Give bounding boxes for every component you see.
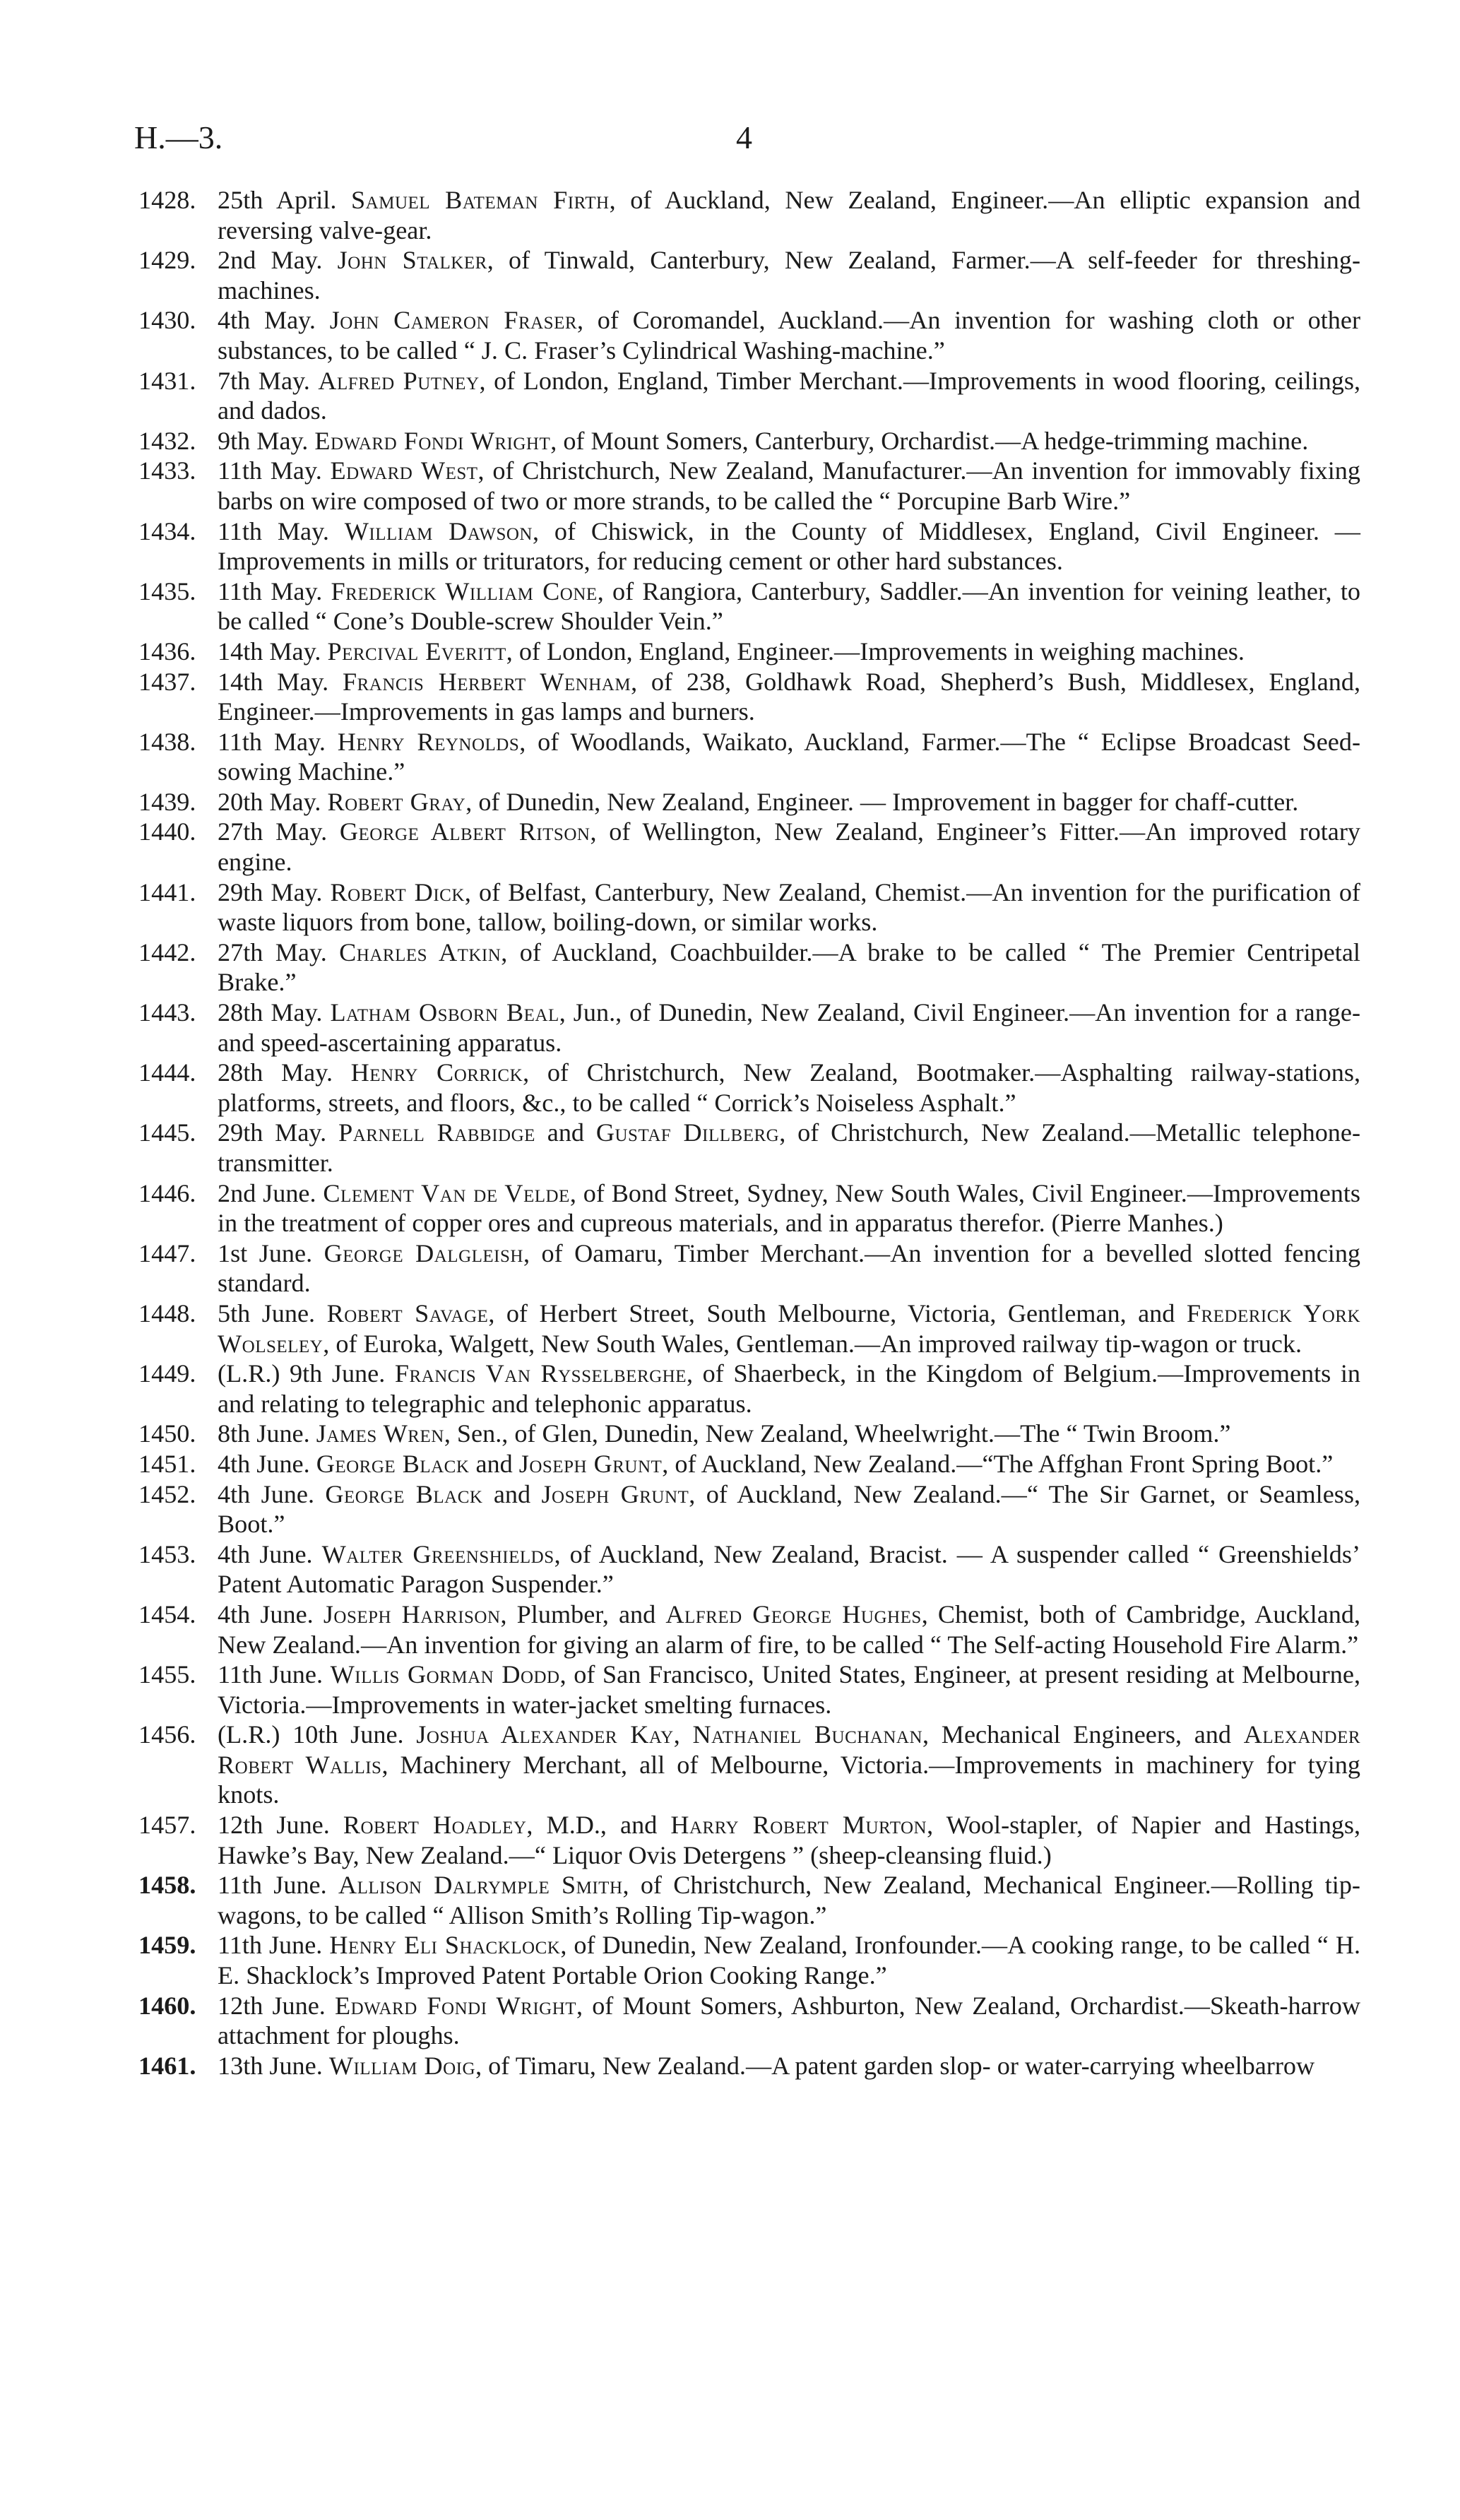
patent-entry (138, 1238, 1360, 1299)
entry-description: , of Christchurch, New Zealand, Bootmaker.—Asphalting railway-stations, platforms, streets, and floors, &c., to be called “ Corrick’s Noiseless Asphalt.” (218, 1058, 1360, 1117)
applicant-name: George Dalgleish (324, 1238, 523, 1267)
entry-description: , of Euroka, Walgett, New South Wales, Gentleman.—An improved railway tip-wagon or truck. (323, 1329, 1302, 1358)
entry-number: 1459. (138, 1931, 196, 1960)
name-joiner: and (482, 1479, 542, 1508)
entry-number: 1455. (138, 1660, 196, 1689)
entry-number: 1439. (138, 787, 196, 816)
entry-number: 1460. (138, 1991, 196, 2020)
patent-entry (138, 637, 1360, 667)
entry-number: 1434. (138, 516, 196, 545)
applicant-name: Robert Hoadley (343, 1811, 527, 1840)
applicant-name: Edward Fondi Wright (335, 1991, 577, 2020)
entry-description: , of Auckland, New Zealand, Engineer.—An elliptic expansion and reversing valve-gear. (218, 186, 1360, 244)
applicant-name: Joseph Grunt (518, 1449, 663, 1478)
entry-description: , of Chiswick, in the County of Middlesex, England, Civil Engineer. — Improvements in mills or triturators, for reducing cement or other hard substances. (218, 516, 1360, 576)
entry-description: , of Bond Street, Sydney, New South Wales, Civil Engineer.—Improvements in the treatment of copper ores and cupreous materials, and in apparatus therefor. (Pierre Manhes.) (218, 1178, 1360, 1238)
patent-entry (138, 1449, 1360, 1479)
page-number: 4 (736, 119, 752, 155)
patent-entry (138, 998, 1360, 1058)
entry-number: 1430. (138, 306, 196, 335)
patent-entry (138, 1058, 1360, 1118)
entry-description: , of London, England, Timber Merchant.—Improvements in wood flooring, ceilings, and dados. (218, 366, 1360, 425)
entry-number: 1456. (138, 1720, 196, 1749)
entry-description: , M.D., and (526, 1811, 671, 1840)
applicant-name: Joseph Harrison (323, 1599, 501, 1628)
entry-date: 5th June. (218, 1299, 316, 1327)
entry-description: , of Belfast, Canterbury, New Zealand, Chemist.—An invention for the purification of waste liquors from bone, tallow, boiling-down, or similar works. (218, 877, 1360, 937)
patent-entry (138, 576, 1360, 637)
entry-date: 11th May. (218, 456, 322, 485)
entry-description: , Wool-stapler, of Napier and Hastings, Hawke’s Bay, New Zealand.—“ Liquor Ovis Detergens ” (sheep-cleansing fluid.) (218, 1811, 1361, 1869)
applicant-name: Gustaf Dillberg (595, 1118, 780, 1147)
entry-description: , of Auckland, Coachbuilder.—A brake to be called “ The Premier Centripetal Brake.” (218, 937, 1360, 997)
entry-description: , of London, England, Engineer.—Improvements in weighing machines. (506, 637, 1245, 666)
patent-entry (138, 1118, 1360, 1178)
entry-number: 1453. (138, 1539, 196, 1568)
entry-date: 7th May. (218, 366, 310, 395)
patent-entry (138, 667, 1360, 727)
patent-entry (138, 1359, 1360, 1419)
patent-entry (138, 366, 1360, 426)
entry-date: (L.R.) 10th June. (218, 1720, 404, 1749)
entry-number: 1449. (138, 1359, 196, 1388)
entry-description: , of Tinwald, Canterbury, New Zealand, Farmer.—A self-feeder for threshing-machines. (218, 246, 1361, 304)
entry-number: 1444. (138, 1058, 196, 1087)
applicant-name: John Stalker (337, 246, 487, 275)
entry-date: 20th May. (218, 787, 321, 816)
applicant-name: Harry Robert Murton (670, 1811, 927, 1840)
applicant-name: Parnell Rabbidge (338, 1118, 535, 1147)
patent-entry (138, 185, 1360, 245)
entry-date: 4th May. (218, 306, 316, 335)
patent-entries-list (138, 185, 1360, 2081)
entry-number: 1454. (138, 1599, 196, 1628)
applicant-name: Alfred George Hughes (665, 1599, 922, 1628)
entry-description: , of San Francisco, United States, Engineer, at present residing at Melbourne, Victoria.—Improvements in water-jacket smelting furnaces. (218, 1660, 1361, 1719)
applicant-name: Samuel Bateman Firth (351, 186, 610, 214)
patent-entry (138, 1930, 1360, 1990)
entry-description: , of Rangiora, Canterbury, Saddler.—An invention for veining leather, to be called “ Cone’s Double-screw Shoulder Vein.” (218, 576, 1360, 636)
applicant-name: Frederick York Wolseley (218, 1299, 1361, 1358)
entry-date: 9th May. (218, 426, 309, 455)
entry-number: 1451. (138, 1449, 196, 1478)
entry-description: , of Herbert Street, South Melbourne, Victoria, Gentleman, and (488, 1299, 1187, 1327)
entry-date: 11th May. (218, 516, 329, 545)
applicant-name: Henry Eli Shacklock (329, 1931, 561, 1960)
applicant-name: William Dawson (344, 516, 533, 545)
page-header (134, 119, 1356, 161)
entry-date: 12th June. (218, 1991, 326, 2020)
entry-description: , of Auckland, New Zealand.—“ The Sir Garnet, or Seamless, Boot.” (218, 1479, 1361, 1539)
entry-date: 29th May. (218, 1118, 327, 1147)
patent-entry (138, 305, 1360, 365)
patent-entry (138, 787, 1360, 817)
entry-description: , of 238, Goldhawk Road, Shepherd’s Bush, Middlesex, England, Engineer.—Improvements in gas lamps and burners. (218, 667, 1361, 726)
entry-date: 29th May. (218, 877, 323, 906)
name-joiner: , (673, 1720, 693, 1749)
entry-description: , of Wellington, New Zealand, Engineer’s Fitter.—An improved rotary engine. (218, 817, 1360, 877)
entry-number: 1441. (138, 877, 196, 906)
applicant-name: William Doig (328, 2051, 476, 2080)
patent-entry (138, 1810, 1360, 1870)
applicant-name: Joshua Alexander Kay (416, 1720, 674, 1749)
entry-number: 1443. (138, 998, 196, 1027)
entry-number: 1442. (138, 937, 196, 966)
patent-entry (138, 245, 1360, 305)
entry-number: 1437. (138, 667, 196, 696)
entry-date: 11th June. (218, 1871, 327, 1900)
entry-number: 1433. (138, 456, 196, 485)
entry-description: , of Woodlands, Waikato, Auckland, Farmer.—The “ Eclipse Broadcast Seed-sowing Machine.” (218, 727, 1361, 786)
entry-description: , of Shaerbeck, in the Kingdom of Belgium.—Improvements in and relating to telegraphic and telephonic apparatus. (218, 1359, 1361, 1418)
applicant-name: Latham Osborn Beal (330, 998, 559, 1027)
applicant-name: Robert Savage (326, 1299, 489, 1327)
entry-number: 1461. (138, 2051, 196, 2080)
entry-description: , of Mount Somers, Ashburton, New Zealand, Orchardist.—Skeath-harrow attachment for ploughs. (218, 1991, 1361, 2050)
entry-description: , Sen., of Glen, Dunedin, New Zealand, Wheelwright.—The “ Twin Broom.” (444, 1419, 1231, 1448)
patent-entry (138, 2051, 1360, 2081)
applicant-name: Allison Dalrymple Smith (338, 1871, 623, 1900)
applicant-name: Henry Reynolds (337, 727, 520, 756)
applicant-name: John Cameron Fraser (329, 306, 578, 335)
entry-description: , of Christchurch, New Zealand.—Metallic telephone-transmitter. (218, 1118, 1361, 1177)
patent-entry (138, 1479, 1360, 1539)
applicant-name: Clement Van de Velde (323, 1178, 570, 1207)
applicant-name: Nathaniel Buchanan (692, 1720, 923, 1749)
applicant-name: Robert Gray (327, 787, 466, 816)
entry-number: 1452. (138, 1479, 196, 1508)
patent-entry (138, 877, 1360, 937)
patent-entry (138, 1419, 1360, 1449)
patent-entry (138, 1720, 1360, 1810)
patent-entry (138, 456, 1360, 516)
patent-entry (138, 1178, 1360, 1238)
entry-description: , of Christchurch, New Zealand, Manufacturer.—An invention for immovably fixing barbs on wire composed of two or more strands, to be called the “ Porcupine Barb Wire.” (218, 456, 1360, 515)
entry-description: , of Coromandel, Auckland.—An invention for washing cloth or other substances, to be called “ J. C. Fraser’s Cylindrical Washing-machine.” (218, 306, 1360, 365)
applicant-name: Walter Greenshields (321, 1539, 554, 1568)
applicant-name: Edward West (330, 456, 478, 485)
entry-description: , of Timaru, New Zealand.—A patent garden slop- or water-carrying wheelbarrow (475, 2051, 1315, 2080)
entry-description: , of Dunedin, New Zealand, Engineer. — Improvement in bagger for chaff-cutter. (465, 787, 1299, 816)
entry-date: 4th June. (218, 1539, 313, 1568)
entry-description: , of Auckland, New Zealand.—“The Affghan Front Spring Boot.” (662, 1449, 1334, 1478)
parliamentary-paper-code: H.—3. (134, 119, 223, 155)
entry-number: 1440. (138, 817, 196, 846)
applicant-name: Francis Herbert Wenham (343, 667, 631, 696)
patent-entry (138, 727, 1360, 787)
entry-description: , of Christchurch, New Zealand, Mechanical Engineer.—Rolling tip-wagons, to be called “ Allison Smith’s Rolling Tip-wagon.” (218, 1871, 1360, 1929)
patent-entry (138, 516, 1360, 576)
patent-entry (138, 1660, 1360, 1720)
entry-number: 1446. (138, 1178, 196, 1207)
entry-date: 14th May. (218, 667, 329, 696)
entry-description: , Plumber, and (500, 1599, 666, 1628)
patent-entry (138, 1991, 1360, 2051)
entry-description: , Jun., of Dunedin, New Zealand, Civil Engineer.—An invention for a range- and speed-ascertaining apparatus. (218, 998, 1360, 1057)
entry-date: 11th May. (218, 576, 323, 605)
applicant-name: George Black (316, 1449, 470, 1478)
entry-date: (L.R.) 9th June. (218, 1359, 386, 1388)
entry-number: 1448. (138, 1299, 196, 1327)
applicant-name: Frederick William Cone (331, 576, 598, 605)
entry-date: 2nd May. (218, 246, 323, 275)
patent-entry (138, 1599, 1360, 1660)
entry-description: , of Oamaru, Timber Merchant.—An invention for a bevelled slotted fencing standard. (218, 1238, 1361, 1298)
entry-number: 1450. (138, 1419, 196, 1448)
patent-entry (138, 1870, 1360, 1930)
entry-date: 14th May. (218, 637, 321, 666)
entry-date: 25th April. (218, 186, 337, 214)
entry-number: 1457. (138, 1811, 196, 1840)
entry-date: 11th May. (218, 727, 326, 756)
patent-entry (138, 1539, 1360, 1599)
entry-date: 4th June. (218, 1599, 314, 1628)
name-joiner: and (469, 1449, 519, 1478)
applicant-name: Charles Atkin (339, 937, 501, 966)
entry-description: , of Dunedin, New Zealand, Ironfounder.—A cooking range, to be called “ H. E. Shacklock’s Improved Patent Portable Orion Cooking Range.” (218, 1931, 1361, 1990)
entry-number: 1432. (138, 426, 196, 455)
entry-date: 28th May. (218, 998, 323, 1027)
entry-description: , Chemist, both of Cambridge, Auckland, New Zealand.—An invention for giving an alarm of fire, to be called “ The Self-acting Household Fire Alarm.” (218, 1599, 1360, 1659)
applicant-name: George Black (325, 1479, 483, 1508)
patent-entry (138, 937, 1360, 998)
applicant-name: Henry Corrick (350, 1058, 523, 1087)
entry-number: 1435. (138, 576, 196, 605)
entry-number: 1447. (138, 1238, 196, 1267)
applicant-name: Robert Dick (330, 877, 465, 906)
entry-number: 1431. (138, 366, 196, 395)
patent-entry (138, 426, 1360, 456)
name-joiner: and (535, 1118, 596, 1147)
entry-number: 1429. (138, 246, 196, 275)
entry-number: 1428. (138, 186, 196, 214)
entry-description: , of Mount Somers, Canterbury, Orchardist.—A hedge-trimming machine. (550, 426, 1309, 455)
entry-description: , Mechanical Engineers, and (922, 1720, 1244, 1749)
applicant-name: George Albert Ritson (339, 817, 590, 846)
entry-date: 4th June. (218, 1449, 310, 1478)
entry-date: 4th June. (218, 1479, 315, 1508)
entry-number: 1438. (138, 727, 196, 756)
patent-entry (138, 817, 1360, 877)
entry-date: 11th June. (218, 1660, 323, 1689)
applicant-name: James Wren (316, 1419, 444, 1448)
entry-date: 13th June. (218, 2051, 323, 2080)
applicant-name: Percival Everitt (327, 637, 506, 666)
entry-description: , of Auckland, New Zealand, Bracist. — A suspender called “ Greenshields’ Patent Automatic Paragon Suspender.” (218, 1539, 1361, 1599)
entry-date: 2nd June. (218, 1178, 316, 1207)
entry-date: 8th June. (218, 1419, 310, 1448)
entry-number: 1445. (138, 1118, 196, 1147)
entry-date: 1st June. (218, 1238, 313, 1267)
entry-number: 1436. (138, 637, 196, 666)
entry-date: 27th May. (218, 937, 327, 966)
patent-entry (138, 1299, 1360, 1359)
applicant-name: Francis Van Rysselberghe (394, 1359, 687, 1388)
applicant-name: Edward Fondi Wright (314, 426, 551, 455)
entry-description: , Machinery Merchant, all of Melbourne, Victoria.—Improvements in machinery for tying knots. (218, 1750, 1360, 1809)
applicant-name: Alfred Putney (318, 366, 480, 395)
entry-date: 12th June. (218, 1811, 330, 1840)
entry-date: 11th June. (218, 1931, 323, 1960)
applicant-name: Willis Gorman Dodd (330, 1660, 560, 1689)
entry-number: 1458. (138, 1871, 196, 1900)
entry-date: 28th May. (218, 1058, 333, 1087)
entry-date: 27th May. (218, 817, 328, 846)
applicant-name: Joseph Grunt (541, 1479, 689, 1508)
applicant-name: Alexander Robert Wallis (218, 1720, 1361, 1779)
